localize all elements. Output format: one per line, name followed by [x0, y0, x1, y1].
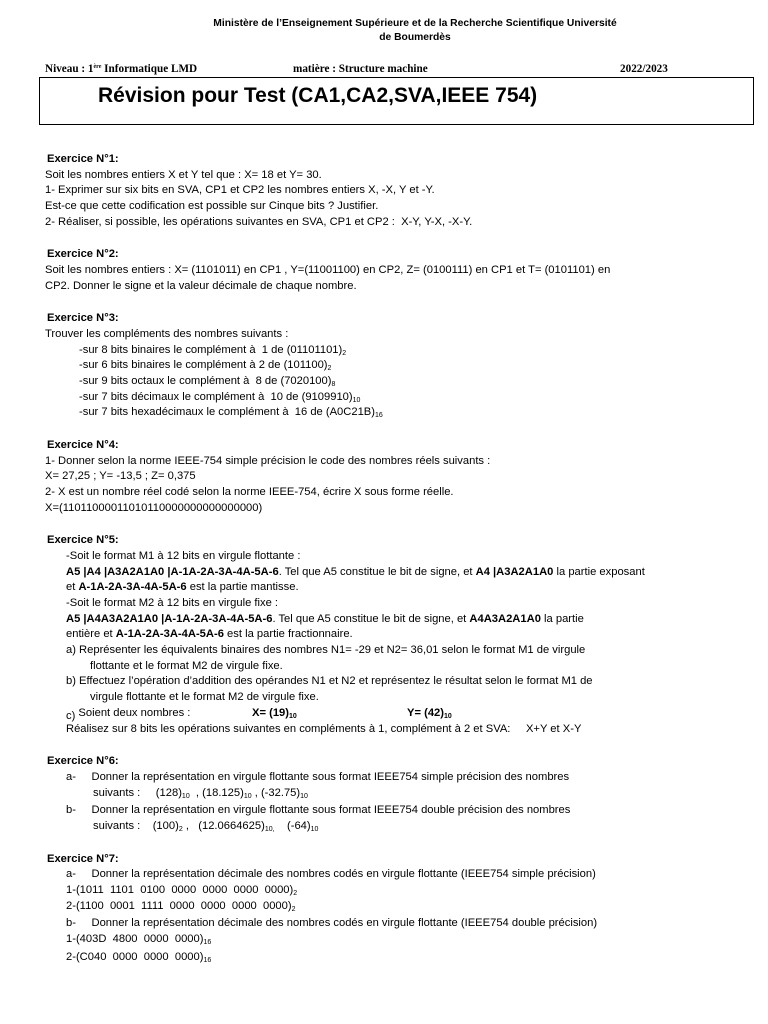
exercise-7: [45, 852, 760, 966]
text-line: [45, 612, 760, 628]
text-line: [45, 883, 760, 899]
text-span: . Tel que A5 constitue le bit de signe, et: [278, 565, 476, 578]
text-line: virgule flottante et le format M2 de virgule fixe.: [90, 691, 319, 704]
text-line: a- Donner la représentation décimale des nombres codés en virgule flottante (IEEE754 simple précision): [66, 868, 596, 881]
matiere-label: matière : Structure machine: [293, 63, 428, 75]
exercise-title: Exercice N°3:: [47, 312, 119, 325]
text-line: [45, 950, 760, 966]
text-line: Est-ce que cette codification est possible sur Cinque bits ? Justifier.: [45, 200, 379, 213]
base-subscript: 10,: [264, 825, 275, 833]
text-line: 1- Exprimer sur six bits en SVA, CP1 et CP2 les nombres entiers X, -X, Y et -Y.: [45, 184, 435, 197]
exercise-title: Exercice N°2:: [47, 248, 119, 261]
text-line: [45, 706, 760, 722]
format-bold: A-1A-2A-3A-4A-5A-6: [78, 581, 187, 594]
text-line: [45, 786, 760, 802]
text-span: , (12.0664625): [182, 819, 265, 832]
base-subscript: 2: [342, 349, 347, 357]
ministry-header: [180, 17, 650, 45]
base-subscript: 10: [243, 792, 252, 800]
niveau-prefix: Niveau : 1: [45, 63, 94, 75]
list-item: [45, 358, 760, 374]
exercise-list: [45, 152, 760, 982]
item-text: -sur 7 bits décimaux le complément à 10 de (9109910): [79, 390, 353, 403]
text-span: entière et: [66, 628, 116, 641]
text-line: flottante et le format M2 de virgule fixe.: [90, 659, 283, 672]
text-span: 1-(403D 4800 0000 0000): [66, 932, 204, 945]
text-span: 1-(1011 1101 0100 0000 0000 0000 0000): [66, 883, 294, 896]
text-line: a- Donner la représentation en virgule flottante sous format IEEE754 simple précision des nombres: [66, 770, 570, 783]
text-span: et: [66, 581, 79, 594]
ministry-line-1: Ministère de l’Enseignement Supérieure et de la Recherche Scientifique Université: [213, 18, 617, 29]
text-span: (-64): [274, 819, 311, 832]
base-subscript: 16: [203, 956, 212, 964]
base-subscript: 2: [327, 365, 332, 373]
base-subscript: 10: [352, 396, 361, 404]
text-line: [45, 932, 760, 948]
text-span: , (18.125): [189, 786, 244, 799]
text-span: 2-(1100 0001 1111 0000 0000 0000 0000): [66, 899, 292, 912]
text-span: suivants : (100): [93, 819, 179, 832]
base-subscript: 10: [444, 712, 452, 720]
exercise-title: Exercice N°1:: [47, 153, 119, 165]
text-span: . Tel que A5 constitue le bit de signe, et: [272, 612, 470, 625]
year-label: 2022/2023: [620, 63, 668, 75]
item-text: -sur 7 bits hexadécimaux le complément à 16 de (A0C21B): [79, 406, 375, 419]
niveau-suffix: Informatique LMD: [101, 63, 198, 75]
info-row: [45, 62, 675, 78]
base-subscript: 8: [331, 381, 336, 389]
item-text: -sur 6 bits binaires le complément à 2 de (101100): [79, 359, 328, 372]
number-y: [407, 706, 452, 722]
exercise-title: Exercice N°5:: [47, 534, 119, 547]
text-line: X=(11011000011010110000000000000000): [45, 501, 263, 514]
base-subscript: 10: [300, 792, 308, 800]
text-line: b- Donner la représentation décimale des nombres codés en virgule flottante (IEEE754 double précision): [66, 917, 598, 930]
text-span: 2-(C040 0000 0000 0000): [66, 950, 204, 963]
exercise-5: [45, 533, 760, 737]
text-span: suivants : (128): [93, 786, 182, 799]
text-line: Soit les nombres entiers X et Y tel que : X= 18 et Y= 30.: [45, 168, 322, 181]
text-line: [45, 580, 760, 596]
item-text: -sur 8 bits binaires le complément à 1 de (01101101): [79, 343, 343, 356]
text-line: Réalisez sur 8 bits les opérations suivantes en compléments à 1, complément à 2 et SVA: X+Y et X-Y: [66, 722, 582, 735]
exercise-4: [45, 438, 760, 516]
text-line: [45, 565, 760, 581]
base-subscript: 16: [375, 412, 383, 420]
base-subscript: 2: [291, 905, 296, 913]
text-span: la partie exposant: [553, 565, 645, 578]
text-line: 2- X est un nombre réel codé selon la norme IEEE-754, écrire X sous forme réelle.: [45, 486, 454, 499]
list-item: [45, 405, 760, 421]
niveau-sup: ère: [93, 64, 102, 70]
format-bold: A4A3A2A1A0: [469, 612, 541, 625]
text-line: b- Donner la représentation en virgule flottante sous format IEEE754 double précision des nombres: [66, 804, 571, 817]
text-line: Soit les nombres entiers : X= (1101011) en CP1 , Y=(11001100) en CP2, Z= (0100111) en CP1 et T= (0101101) en: [45, 264, 611, 277]
niveau-label: [45, 62, 197, 78]
exercise-3: [45, 311, 760, 421]
text-span: , (-32.75): [251, 786, 301, 799]
item-text: -sur 9 bits octaux le complément à 8 de (7020100): [79, 375, 332, 388]
text-line: Trouver les compléments des nombres suivants :: [45, 328, 289, 341]
format-bold: A4 |A3A2A1A0: [475, 565, 554, 578]
text-line: [45, 899, 760, 915]
base-subscript: 10: [289, 712, 297, 720]
page-title: Révision pour Test (CA1,CA2,SVA,IEEE 754): [98, 84, 538, 107]
title-box: [39, 77, 754, 125]
number-x-text: X= (19): [252, 706, 289, 719]
base-subscript: 10: [181, 792, 190, 800]
text-span: Soient deux nombres :: [75, 706, 191, 719]
exercise-1: [45, 152, 760, 230]
exercise-title: Exercice N°7:: [47, 852, 119, 865]
list-item: [45, 390, 760, 406]
format-bold: A-1A-2A-3A-4A-5A-6: [115, 628, 224, 641]
text-line: 1- Donner selon la norme IEEE-754 simple précision le code des nombres réels suivants :: [45, 454, 491, 467]
exercise-title: Exercice N°6:: [47, 755, 119, 768]
base-subscript: 10: [310, 825, 319, 833]
format-bold: A5 |A4A3A2A1A0 |A-1A-2A-3A-4A-5A-6: [66, 612, 273, 625]
base-subscript: 16: [203, 938, 212, 946]
text-line: b) Effectuez l’opération d’addition des opérandes N1 et N2 et représentez le résultat selon le format M1 de: [66, 675, 593, 688]
text-line: -Soit le format M2 à 12 bits en virgule fixe :: [66, 597, 279, 610]
list-item: [45, 374, 760, 390]
base-subscript: 2: [178, 825, 183, 833]
exercise-2: [45, 247, 760, 294]
text-span: la partie: [540, 612, 584, 625]
text-line: CP2. Donner le signe et la valeur décimale de chaque nombre.: [45, 279, 357, 292]
number-y-text: Y= (42): [407, 706, 444, 719]
format-bold: A5 |A4 |A3A2A1A0 |A-1A-2A-3A-4A-5A-6: [66, 565, 279, 578]
text-line: 2- Réaliser, si possible, les opérations suivantes en SVA, CP1 et CP2 : X-Y, Y-X, -X-Y.: [45, 215, 473, 228]
ministry-line-2: de Boumerdès: [379, 31, 451, 43]
number-x: [252, 706, 297, 722]
exercise-title: Exercice N°4:: [47, 439, 119, 452]
text-line: X= 27,25 ; Y= -13,5 ; Z= 0,375: [45, 470, 196, 483]
list-item: [45, 343, 760, 359]
text-line: [45, 627, 760, 643]
text-line: a) Représenter les équivalents binaires des nombres N1= -29 et N2= 36,01 selon le format M1 de virgule: [66, 644, 586, 657]
text-span: est la partie mantisse.: [186, 581, 299, 594]
text-line: -Soit le format M1 à 12 bits en virgule flottante :: [66, 550, 301, 563]
item-letter: c): [66, 709, 76, 722]
text-span: est la partie fractionnaire.: [223, 628, 353, 641]
text-line: [45, 819, 760, 835]
base-subscript: 2: [293, 889, 298, 897]
exercise-6: [45, 754, 760, 834]
